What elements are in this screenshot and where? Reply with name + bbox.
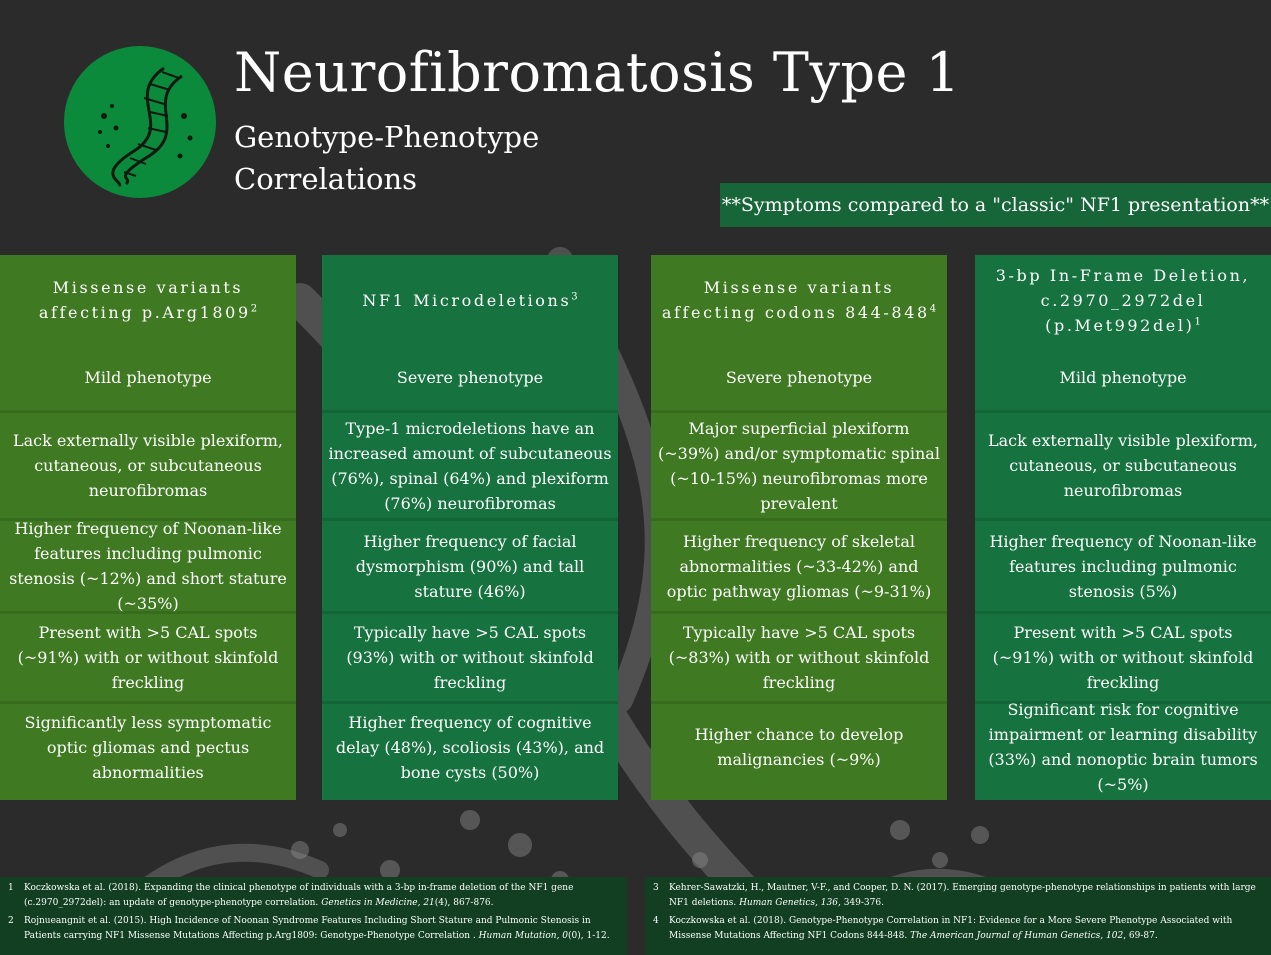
reference-pages: , 349-376. <box>837 898 884 908</box>
neurofibroma-findings: Lack externally visible plexiform, cutaneous, or subcutaneous neurofibromas <box>0 410 296 518</box>
references-right <box>645 877 1271 955</box>
page-title: Neurofibromatosis Type 1 <box>234 41 961 104</box>
reference-item <box>653 881 1263 911</box>
other-findings: Significantly less symptomatic optic gliomas and pectus abnormalities <box>0 701 296 790</box>
reference-text: Koczkowska et al. (2018). Expanding the clinical phenotype of individuals with a 3-bp in-frame deletion of the NF1 gene (c.2970_2972del): an update of genotype-phenotype correlation. <box>24 883 574 908</box>
reference-marker: 3 <box>571 291 578 303</box>
reference-number: 1 <box>8 883 14 893</box>
column-header <box>0 255 296 345</box>
dna-logo <box>64 46 216 198</box>
reference-item <box>8 881 619 911</box>
neurofibroma-findings: Type-1 microdeletions have an increased amount of subcutaneous (76%), spinal (64%) and plexiform (76%) neurofibromas <box>322 410 618 518</box>
associated-features: Higher frequency of skeletal abnormalities (~33-42%) and optic pathway gliomas (~9-31%) <box>651 518 947 611</box>
column-header <box>322 255 618 345</box>
reference-journal: Human Mutation, 0 <box>478 931 569 941</box>
reference-text: Kehrer-Sawatzki, H., Mautner, V-F., and Cooper, D. N. (2017). Emerging genotype-phenotype relationships in patients with large NF1 deletions. <box>669 883 1256 908</box>
variant-column-codons-844-848 <box>651 255 947 800</box>
reference-item <box>8 914 619 944</box>
cal-spot-findings: Present with >5 CAL spots (~91%) with or without skinfold freckling <box>0 611 296 701</box>
column-header-label: 3-bp In-Frame Deletion, c.2970_2972del (p.Met992del) <box>995 265 1251 335</box>
reference-pages: (0), 1-12. <box>568 931 610 941</box>
column-header-label: Missense variants affecting p.Arg1809 <box>38 278 251 322</box>
reference-text: Koczkowska et al. (2018). Genotype-Phenotype Correlation in NF1: Evidence for a More Severe Phenotype Associated with Missense Mutations Affecting NF1 Codons 844-848. <box>669 916 1233 941</box>
reference-number: 4 <box>653 916 659 926</box>
reference-marker: 4 <box>929 303 937 315</box>
phenotype-severity: Mild phenotype <box>1059 368 1187 387</box>
reference-text: Rojnueangnit et al. (2015). High Incidence of Noonan Syndrome Features Including Short Stature and Pulmonic Stenosis in Patients carrying NF1 Missense Mutations Affecting p.Arg1809: Genotype-Phenotype Correlation . <box>24 916 591 941</box>
associated-features: Higher frequency of Noonan-like features including pulmonic stenosis (~12%) and short stature (~35%) <box>0 518 296 611</box>
cal-spot-findings: Typically have >5 CAL spots (93%) with or without skinfold freckling <box>322 611 618 701</box>
phenotype-severity: Severe phenotype <box>396 368 544 387</box>
associated-features: Higher frequency of Noonan-like features including pulmonic stenosis (5%) <box>975 518 1271 611</box>
column-header-label: Missense variants affecting codons 844-848 <box>661 278 930 322</box>
other-findings: Significant risk for cognitive impairment or learning disability (33%) and nonoptic brain tumors (~5%) <box>975 701 1271 790</box>
dna-helix-icon <box>64 46 216 198</box>
comparison-note: **Symptoms compared to a "classic" NF1 presentation** <box>720 183 1271 227</box>
variant-column-arg1809 <box>0 255 296 800</box>
reference-pages: , 69-87. <box>1123 931 1158 941</box>
reference-journal: Genetics in Medicine, 21 <box>321 898 435 908</box>
neurofibroma-findings: Major superficial plexiform (~39%) and/or symptomatic spinal (~10-15%) neurofibromas more prevalent <box>651 410 947 518</box>
column-header <box>651 255 947 345</box>
reference-number: 2 <box>8 916 14 926</box>
other-findings: Higher chance to develop malignancies (~9%) <box>651 701 947 790</box>
reference-journal: Human Genetics, 136 <box>739 898 838 908</box>
reference-journal: The American Journal of Human Genetics, 102 <box>910 931 1124 941</box>
associated-features: Higher frequency of facial dysmorphism (90%) and tall stature (46%) <box>322 518 618 611</box>
variant-column-microdeletions <box>322 255 618 800</box>
variant-column-3bp-deletion <box>975 255 1271 800</box>
phenotype-severity: Mild phenotype <box>84 368 212 387</box>
reference-marker: 2 <box>250 303 258 315</box>
reference-number: 3 <box>653 883 659 893</box>
other-findings: Higher frequency of cognitive delay (48%), scoliosis (43%), and bone cysts (50%) <box>322 701 618 790</box>
reference-pages: (4), 867-876. <box>434 898 494 908</box>
reference-item <box>653 914 1263 944</box>
references-left <box>0 877 627 955</box>
phenotype-severity: Severe phenotype <box>725 368 873 387</box>
reference-marker: 1 <box>1194 316 1201 328</box>
page-subtitle: Genotype-Phenotype Correlations <box>234 120 540 196</box>
neurofibroma-findings: Lack externally visible plexiform, cutaneous, or subcutaneous neurofibromas <box>975 410 1271 518</box>
cal-spot-findings: Typically have >5 CAL spots (~83%) with or without skinfold freckling <box>651 611 947 701</box>
cal-spot-findings: Present with >5 CAL spots (~91%) with or without skinfold freckling <box>975 611 1271 701</box>
column-header-label: NF1 Microdeletions <box>362 290 572 310</box>
column-header <box>975 255 1271 345</box>
